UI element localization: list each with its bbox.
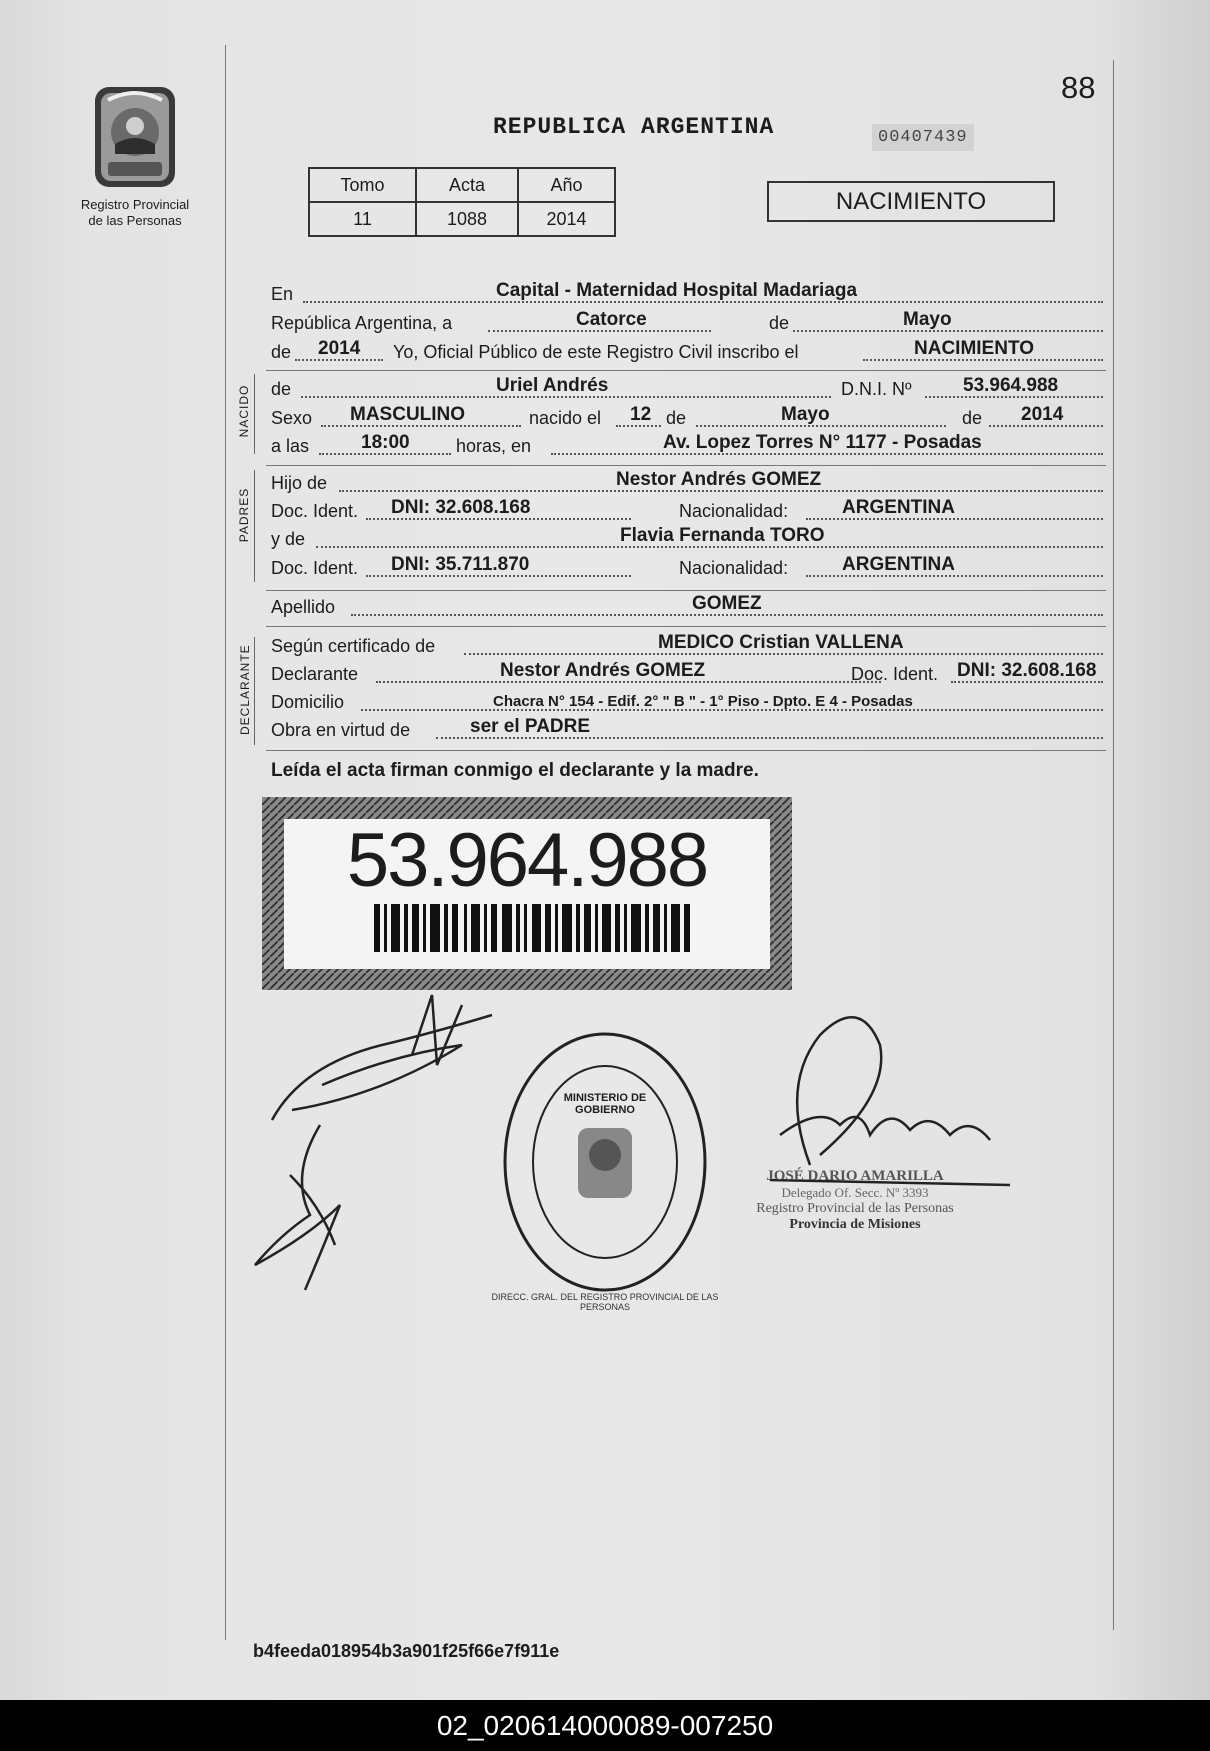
barcode-sticker [262, 797, 792, 990]
anio-header: Año [518, 168, 615, 202]
en-value: Capital - Maternidad Hospital Madariaga [496, 280, 858, 301]
declarante: Nestor Andrés GOMEZ [500, 660, 706, 681]
row-en [271, 281, 1103, 308]
republica-label: República Argentina, a [271, 313, 453, 333]
decl-label: Declarante [271, 664, 359, 684]
nacido-side-label: NACIDO [237, 384, 251, 438]
decl-doc: DNI: 32.608.168 [957, 660, 1097, 681]
row-yde [271, 526, 1103, 553]
official-office: Registro Provincial de las Personas [756, 1201, 954, 1216]
apellido: GOMEZ [692, 593, 762, 614]
dom-label: Domicilio [271, 692, 345, 712]
official-stamp [491, 1030, 719, 1312]
en-label: En [271, 284, 294, 304]
lugar: Av. Lopez Torres N° 1177 - Posadas [663, 432, 982, 453]
serial-number: 00407439 [872, 124, 974, 151]
dni: 53.964.988 [963, 375, 1059, 396]
declarante-side-label: DECLARANTE [238, 644, 252, 735]
oficial-text: Yo, Oficial Público de este Registro Civil inscribo el [393, 342, 799, 362]
acta-header: Acta [416, 168, 518, 202]
nombre: Uriel Andrés [496, 375, 609, 396]
nac1: ARGENTINA [842, 497, 955, 518]
logo-caption-line1: Registro Provincial [80, 197, 190, 212]
nac2: ARGENTINA [842, 554, 955, 575]
nac2-label: Nacionalidad: [679, 558, 789, 578]
row-oficial [271, 339, 1103, 366]
doc2-label: Doc. Ident. [271, 558, 359, 578]
padres-sidebar-line [254, 470, 255, 582]
nac-de-label: de [666, 408, 687, 428]
apellido-label: Apellido [271, 597, 336, 617]
register-table [308, 167, 616, 237]
separator-1 [266, 370, 1106, 371]
sexo: MASCULINO [350, 404, 466, 425]
right-margin-line [1113, 60, 1114, 1630]
footer-id-bar [0, 1700, 1210, 1751]
official-province: Provincia de Misiones [789, 1217, 921, 1232]
obra-label: Obra en virtud de [271, 720, 411, 740]
register-header-row [309, 168, 615, 202]
de2-label: de [271, 342, 292, 362]
obra: ser el PADRE [470, 716, 591, 737]
nac1-label: Nacionalidad: [679, 501, 789, 521]
row-obra [271, 717, 1103, 744]
left-margin-line [225, 45, 226, 1640]
separator-4 [266, 626, 1106, 627]
row-domicilio [271, 689, 1103, 716]
horas-label: horas, en [456, 436, 532, 456]
separator-3 [266, 590, 1106, 591]
inscribe: NACIMIENTO [914, 338, 1034, 359]
register-value-row [309, 202, 615, 236]
sticker-number: 53.964.988 [346, 818, 708, 903]
row-sexo [271, 405, 1103, 432]
mes: Mayo [903, 309, 952, 330]
cert-label: Según certificado de [271, 636, 436, 656]
nombre-label: de [271, 379, 292, 399]
doc2: DNI: 35.711.870 [391, 554, 530, 575]
padre: Nestor Andrés GOMEZ [616, 469, 822, 490]
cert: MEDICO Cristian VALLENA [658, 632, 904, 653]
document-hash: b4feeda018954b3a901f25f66e7f911e [253, 1641, 560, 1661]
dni-label: D.N.I. Nº [841, 379, 912, 399]
hijo-label: Hijo de [271, 473, 328, 493]
domicilio: Chacra N° 154 - Edif. 2° " B " - 1° Piso - Dpto. E 4 - Posadas [493, 693, 913, 710]
nac-mes: Mayo [781, 404, 830, 425]
signature-madre-icon [250, 1115, 370, 1295]
official-role: Delegado Of. Secc. Nº 3393 [781, 1185, 929, 1200]
doc1-label: Doc. Ident. [271, 501, 359, 521]
row-alas [271, 433, 1103, 460]
official-block [735, 1168, 975, 1233]
tomo-header: Tomo [309, 168, 416, 202]
row-doc2 [271, 555, 1103, 582]
separator-5 [266, 750, 1106, 751]
shield-seal-icon [60, 82, 210, 192]
stamp-outer-text: DIRECC. GRAL. DEL REGISTRO PROVINCIAL DE LAS PERSONAS [491, 1292, 719, 1312]
stamp-inner-text: MINISTERIO DE GOBIERNO [563, 1092, 647, 1116]
padres-side-label: PADRES [237, 487, 251, 543]
sexo-label: Sexo [271, 408, 313, 428]
record-type-box: NACIMIENTO [767, 181, 1055, 222]
logo-caption-line2: de las Personas [88, 213, 182, 228]
anio: 2014 [318, 338, 361, 359]
anio-value: 2014 [518, 202, 615, 236]
official-name: JOSÉ DARIO AMARILLA [766, 1168, 944, 1184]
madre: Flavia Fernanda TORO [620, 525, 825, 546]
republica-de-label: de [769, 313, 790, 333]
acta-value: 1088 [416, 202, 518, 236]
doc1: DNI: 32.608.168 [391, 497, 531, 518]
row-apellido [271, 594, 1103, 621]
page-number: 88 [1061, 70, 1096, 105]
row-declarante [271, 661, 1103, 688]
declarante-sidebar-line [254, 637, 255, 745]
footer-id: 02_020614000089-007250 [436, 1710, 774, 1741]
nac-anio: 2014 [1021, 404, 1064, 425]
stamp-seal-icon [500, 1030, 710, 1295]
row-cert [271, 633, 1103, 660]
row-republica [271, 310, 1103, 337]
barcode-icon [374, 904, 694, 952]
row-nombre [271, 376, 1103, 403]
document-title: REPUBLICA ARGENTINA [493, 114, 775, 140]
alas-label: a las [271, 436, 310, 456]
nacido-label: nacido el [529, 408, 602, 428]
nac-dia: 12 [630, 404, 652, 425]
separator-2 [266, 465, 1106, 466]
yde-label: y de [271, 529, 306, 549]
leida-text: Leída el acta firman conmigo el declarante y la madre. [271, 760, 759, 781]
nacido-sidebar-line [254, 374, 255, 454]
tomo-value: 11 [309, 202, 416, 236]
decl-doc-label: Doc. Ident. [851, 664, 939, 684]
row-doc1 [271, 498, 1103, 525]
nac-de2-label: de [962, 408, 983, 428]
province-logo [60, 82, 210, 229]
row-hijo [271, 470, 1103, 497]
dia-texto: Catorce [576, 309, 647, 330]
hora: 18:00 [361, 432, 410, 453]
